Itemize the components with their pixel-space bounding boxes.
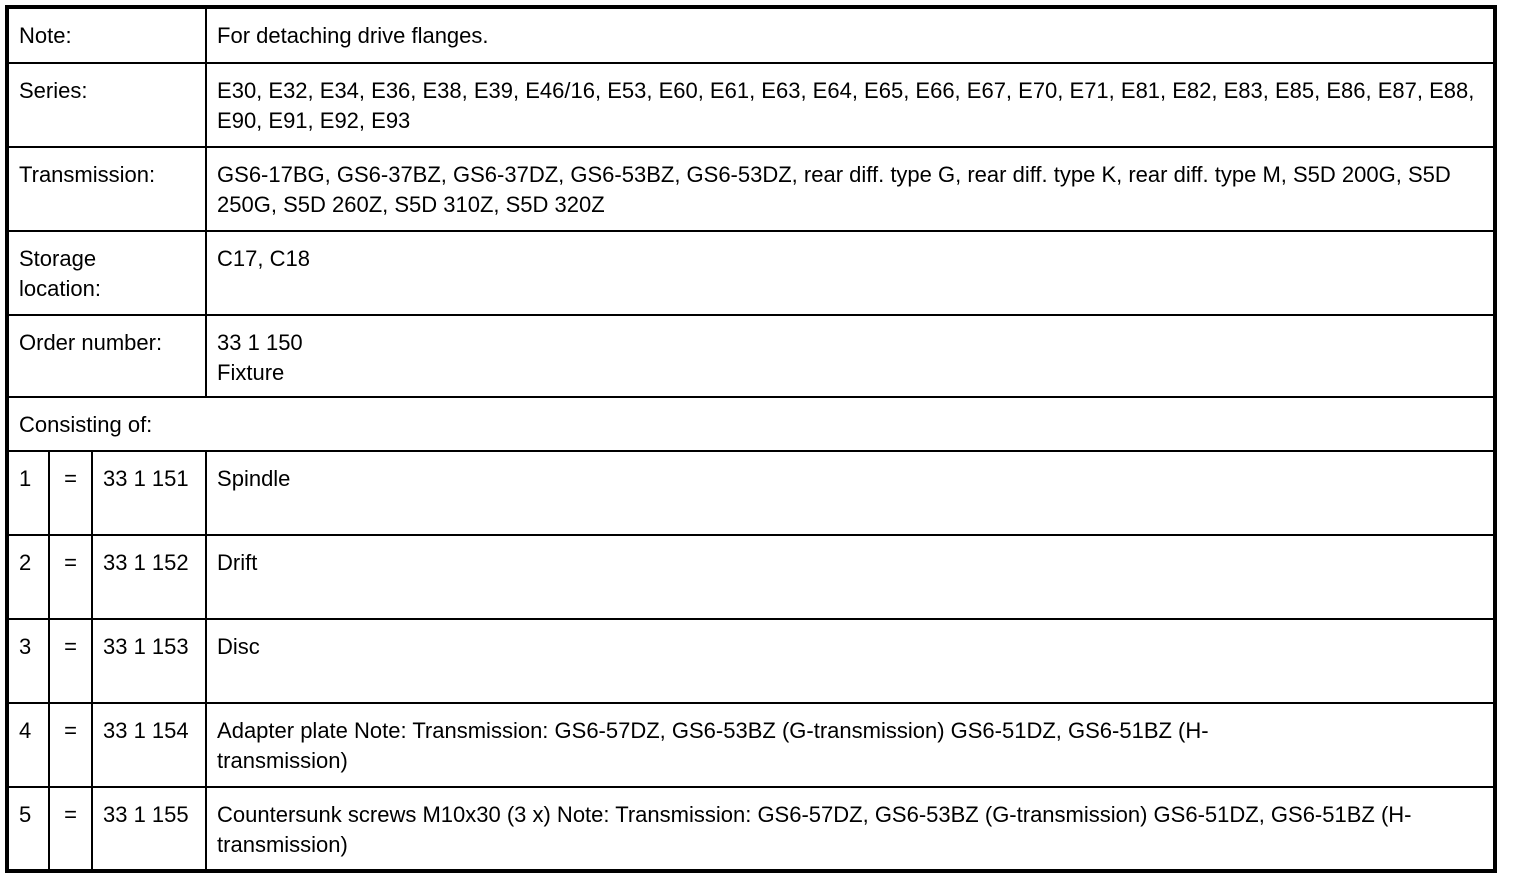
tool-info-table (5, 5, 1497, 873)
item-equals: = (49, 787, 92, 871)
item-code: 33 1 152 (92, 535, 206, 619)
item-description: Adapter plate Note: Transmission: GS6-57DZ, GS6-53BZ (G-transmission) GS6-51DZ, GS6-51BZ (H-transmission) (206, 703, 1495, 787)
series-value: E30, E32, E34, E36, E38, E39, E46/16, E53, E60, E61, E63, E64, E65, E66, E67, E70, E71, E81, E82, E83, E85, E86, E87, E88, E90, E91, E92, E93 (206, 63, 1495, 147)
item-code: 33 1 151 (92, 451, 206, 535)
item-description: Disc (206, 619, 1495, 703)
item-row (7, 535, 1495, 619)
storage-value: C17, C18 (206, 231, 1495, 315)
note-label: Note: (7, 7, 206, 63)
storage-row (7, 231, 1495, 315)
item-code: 33 1 154 (92, 703, 206, 787)
transmission-value: GS6-17BG, GS6-37BZ, GS6-37DZ, GS6-53BZ, GS6-53DZ, rear diff. type G, rear diff. type K, rear diff. type M, S5D 200G, S5D 250G, S5D 260Z, S5D 310Z, S5D 320Z (206, 147, 1495, 231)
item-equals: = (49, 619, 92, 703)
series-row (7, 63, 1495, 147)
item-description: Drift (206, 535, 1495, 619)
order-label: Order number: (7, 315, 206, 397)
transmission-row (7, 147, 1495, 231)
item-number: 3 (7, 619, 49, 703)
item-row (7, 451, 1495, 535)
item-row (7, 703, 1495, 787)
order-name: Fixture (217, 360, 285, 385)
item-number: 1 (7, 451, 49, 535)
consisting-row (7, 397, 1495, 451)
item-row (7, 619, 1495, 703)
series-label: Series: (7, 63, 206, 147)
item-code: 33 1 153 (92, 619, 206, 703)
note-value: For detaching drive flanges. (206, 7, 1495, 63)
order-value (206, 315, 1495, 397)
order-number: 33 1 150 (217, 330, 303, 355)
consisting-label: Consisting of: (7, 397, 1495, 451)
note-row (7, 7, 1495, 63)
item-description: Spindle (206, 451, 1495, 535)
item-equals: = (49, 703, 92, 787)
order-row (7, 315, 1495, 397)
item-equals: = (49, 535, 92, 619)
item-description: Countersunk screws M10x30 (3 x) Note: Transmission: GS6-57DZ, GS6-53BZ (G-transmission) GS6-51DZ, GS6-51BZ (H-transmission) (206, 787, 1495, 871)
item-code: 33 1 155 (92, 787, 206, 871)
item-number: 5 (7, 787, 49, 871)
item-number: 4 (7, 703, 49, 787)
storage-label: Storage location: (7, 231, 206, 315)
item-number: 2 (7, 535, 49, 619)
item-row (7, 787, 1495, 871)
transmission-label: Transmission: (7, 147, 206, 231)
item-equals: = (49, 451, 92, 535)
